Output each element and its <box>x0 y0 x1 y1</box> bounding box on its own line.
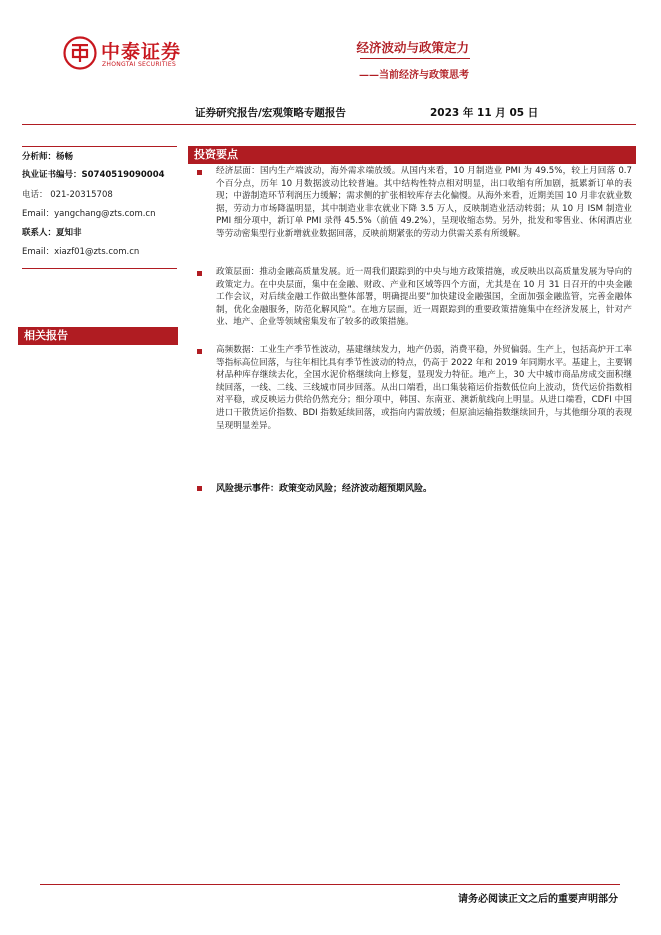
contact-label: 联系人： <box>22 228 57 238</box>
bullet-icon <box>196 485 204 493</box>
sidebar-top-divider <box>22 146 177 147</box>
analyst-label: 分析师： <box>22 152 57 162</box>
contact-email-link[interactable]: Email：xiazf01@zts.com.cn <box>22 247 140 257</box>
analyst-name: 杨畅 <box>56 152 74 162</box>
bullet-icon <box>196 270 204 278</box>
risk-warning: 风险提示事件：政策变动风险；经济波动超预期风险。 <box>216 484 433 494</box>
footer-disclaimer: 请务必阅读正文之后的重要声明部分 <box>458 894 618 905</box>
paragraph-economy: 经济层面：国内生产端波动，海外需求端放缓。从国内来看，10 月制造业 PMI 为 49.5%，较上月回落 0.7 个百分点，历年 10 月数据波动比较普遍。其中结构性特点相对明显，出口收缩有所加剧，抵累新订单的表现；中游制造环节利润压力缓解；需求侧的扩张相较库存去化偏慢。从海外来看，近期美国 10 月非农就业数据，劳动力市场降温明显，其中制造业非农就业下降 3.5 万人，反映制造业活动转弱；从 10 月 ISM 制造业 PMI 细分项中，新订单 PMI 录得 45.5%（前值 49.2%），呈现收缩态势。另外，批发和零售业、休闲酒店业等劳动密集型行业新增就业数据回落，反映前期紧张的劳动力供需关系有所缓解。 <box>216 166 632 239</box>
cert-number: S0740519090004 <box>81 170 165 180</box>
document-subtitle: ——当前经济与政策思考 <box>359 70 469 81</box>
contact-name: 夏知非 <box>56 228 82 238</box>
cert-label: 执业证书编号： <box>22 170 82 180</box>
logo <box>63 36 183 72</box>
phone-row: 电话： 021-20315708 <box>22 190 113 200</box>
logo-emblem-icon <box>63 36 97 70</box>
report-date: 2023 年 11 月 05 日 <box>430 107 539 119</box>
related-reports-header: 相关报告 <box>18 327 178 345</box>
sidebar-bottom-divider <box>22 268 177 269</box>
header-divider <box>22 124 636 125</box>
bullet-icon <box>196 169 204 177</box>
title-divider <box>360 58 470 59</box>
paragraph-high-frequency: 高频数据：工业生产季节性波动，基建继续发力，地产仍弱，消费平稳，外贸偏弱。生产上，包括高炉开工率等指标高位回落，与往年相比具有季节性波动的特点，仍高于 2022 年和 2019 年同期水平。基建上，主要钢材品种库存继续去化，全国水泥价格继续向上修复，显现发力特征。地产上，30 大中城市商品房成交面积继续回落，一线、二线、三线城市同步回落。从出口端看，出口集装箱运价指数低位向上波动，货代运价指数相对平稳，或反映运力供给仍然充分；细分项中，韩国、东南亚、澳新航线向上明显。从进口端看，CDFI 中国进口干散货运价指数、BDI 指数延续回落，或指向内需放缓；但原油运输指数继续回升，与其他细分项的表现呈现明显差异。 <box>216 345 632 431</box>
email-link[interactable]: Email：yangchang@zts.com.cn <box>22 209 156 219</box>
cert-row <box>22 168 165 180</box>
logo-text-cn: 中泰证券 <box>101 41 182 63</box>
contact-row <box>22 226 82 238</box>
bullet-icon <box>196 348 204 356</box>
report-type: 证券研究报告/宏观策略专题报告 <box>195 107 346 119</box>
footer-divider <box>40 884 620 885</box>
investment-highlights-header: 投资要点 <box>188 146 636 164</box>
document-title: 经济波动与政策定力 <box>356 40 469 55</box>
analyst-row <box>22 150 73 162</box>
paragraph-policy: 政策层面：推动金融高质量发展。近一周我们跟踪到的中央与地方政策措施，或反映出以高质量发展为导向的政策定力。在中央层面，集中在金融、财政、产业和区域等四个方面，尤其是在 10 月 31 日召开的中央金融工作会议，对后续金融工作做出整体部署，明确提出要“加快建设金融强国，全面加强金融监管，完善金融体制，优化金融服务，防范化解风险”。在地方层面，近一周跟踪到的重要政策措施集中在经济发展上，针对产业、地产、企业等领域密集发布了较多的政策措施。 <box>216 267 632 328</box>
logo-text-en: ZHONGTAI SECURITIES <box>102 61 177 68</box>
